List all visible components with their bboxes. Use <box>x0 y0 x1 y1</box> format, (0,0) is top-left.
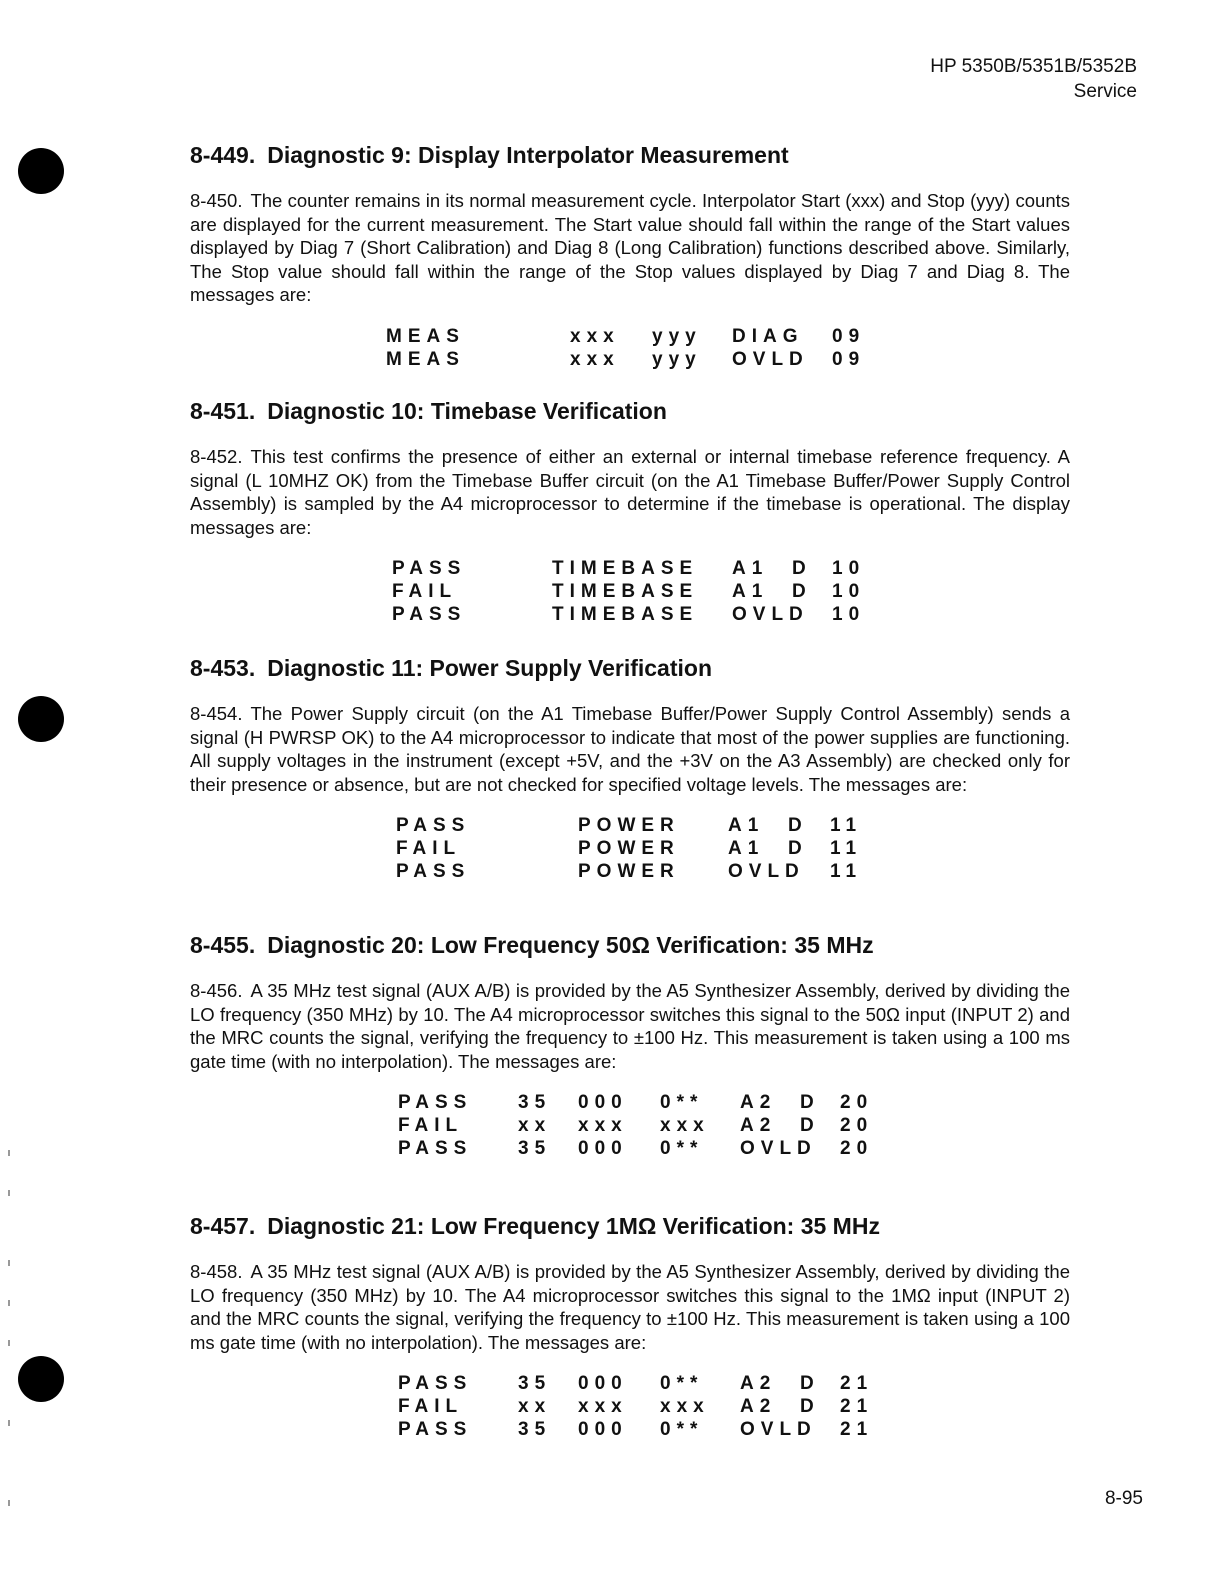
message-table <box>386 325 865 371</box>
page-header <box>930 54 1137 104</box>
binder-hole-middle <box>18 696 64 742</box>
section-diag-10 <box>190 398 1070 626</box>
section-paragraph <box>190 189 1070 307</box>
paragraph-text: This test confirms the presence of either an external or internal timebase reference frequency. A signal (L 10MHZ OK) from the Timebase Buffer circuit (on the A1 Timebase Buffer/Power Supply Control Assembly) is sampled by the A4 microprocessor to determine if the timebase is operational. The display messages are: <box>190 446 1070 538</box>
message-cell: TIMEBASE <box>552 558 699 579</box>
message-cell: xxx <box>660 1115 710 1136</box>
message-cell: FAIL <box>392 581 458 602</box>
message-cell: 35 <box>518 1138 552 1159</box>
message-cell: D <box>792 581 812 602</box>
paragraph-text: A 35 MHz test signal (AUX A/B) is provided by the A5 Synthesizer Assembly, derived by dividing the LO frequency (350 MHz) by 10. The A4 microprocessor switches this signal to the 1MΩ input (INPUT 2) and the MRC counts the signal, verifying the frequency to ±100 Hz. This measurement is taken using a 100 ms gate time (with no interpolation). The messages are: <box>190 1261 1070 1353</box>
message-cell: MEAS <box>386 348 465 370</box>
message-cell: xx <box>518 1115 552 1136</box>
message-row <box>398 1418 873 1441</box>
section-paragraph <box>190 702 1070 796</box>
message-cell: OVLD <box>728 861 805 882</box>
section-diag-11 <box>190 655 1070 883</box>
message-row <box>398 1137 873 1160</box>
message-cell: D <box>800 1115 820 1136</box>
message-cell: 000 <box>578 1138 628 1159</box>
message-cell: 11 <box>830 838 863 859</box>
message-cell: 0** <box>660 1419 704 1440</box>
section-diag-21 <box>190 1213 1070 1441</box>
message-row <box>398 1395 873 1418</box>
message-cell: OVLD <box>732 604 809 625</box>
section-heading <box>190 1213 1070 1240</box>
section-heading <box>190 655 1070 682</box>
message-cell: 21 <box>840 1373 874 1394</box>
section-heading <box>190 142 1070 169</box>
message-cell: TIMEBASE <box>552 581 699 602</box>
section-number: 8-457. <box>190 1213 256 1239</box>
message-cell: 09 <box>832 348 866 370</box>
header-model: HP 5350B/5351B/5352B <box>930 56 1137 77</box>
section-title: Diagnostic 11: Power Supply Verification <box>267 655 713 681</box>
section-title: Diagnostic 21: Low Frequency 1MΩ Verification: 35 MHz <box>267 1213 880 1239</box>
margin-tick <box>8 1150 10 1156</box>
paragraph-text: The Power Supply circuit (on the A1 Timebase Buffer/Power Supply Control Assembly) sends a signal (H PWRSP OK) to the A4 microprocessor to indicate that most of the power supplies are functioning. All supply voltages in the instrument (except +5V, and the +3V on the A3 Assembly) are checked only for their presence or absence, but are not checked for specified voltage levels. The messages are: <box>190 703 1070 795</box>
margin-tick <box>8 1500 10 1506</box>
message-cell: A2 <box>740 1396 777 1417</box>
message-cell: D <box>800 1092 820 1113</box>
section-number: 8-451. <box>190 398 256 424</box>
message-cell: PASS <box>398 1373 473 1394</box>
message-cell: D <box>800 1396 820 1417</box>
section-diag-20 <box>190 932 1070 1160</box>
message-cell: A2 <box>740 1092 777 1113</box>
message-cell: OVLD <box>740 1138 817 1159</box>
message-row <box>386 348 865 371</box>
message-row <box>392 580 865 603</box>
message-cell: 11 <box>830 815 863 836</box>
message-cell: 10 <box>832 604 866 625</box>
paragraph-text: The counter remains in its normal measurement cycle. Interpolator Start (xxx) and Stop (yyy) counts are displayed for the current measurement. The Start value should fall within the range of the Start values displayed by Diag 7 (Short Calibration) and Diag 8 (Long Calibration) functions described above. Similarly, The Stop value should fall within the range of the Stop values displayed by Diag 7 and Diag 8. The messages are: <box>190 190 1070 305</box>
message-row <box>398 1114 873 1137</box>
paragraph-number: 8-450. <box>190 190 243 211</box>
binder-hole-top <box>18 148 64 194</box>
message-table <box>396 814 862 883</box>
message-row <box>392 603 865 626</box>
section-number: 8-453. <box>190 655 256 681</box>
paragraph-text: A 35 MHz test signal (AUX A/B) is provided by the A5 Synthesizer Assembly, derived by dividing the LO frequency (350 MHz) by 10. The A4 microprocessor switches this signal to the 50Ω input (INPUT 2) and the MRC counts the signal, verifying the frequency to ±100 Hz. This measurement is taken using a 100 ms gate time (with no interpolation). The messages are: <box>190 980 1070 1072</box>
message-row <box>396 814 862 837</box>
message-cell: POWER <box>578 861 680 882</box>
message-cell: FAIL <box>398 1115 464 1136</box>
message-table <box>398 1091 873 1160</box>
message-cell: POWER <box>578 815 680 836</box>
section-heading <box>190 932 1070 959</box>
message-cell: xxx <box>578 1115 628 1136</box>
message-cell: OVLD <box>740 1419 817 1440</box>
section-paragraph <box>190 445 1070 539</box>
message-cell: TIMEBASE <box>552 604 699 625</box>
message-cell: 0** <box>660 1092 704 1113</box>
message-cell: PASS <box>392 558 467 579</box>
margin-tick <box>8 1260 10 1266</box>
message-cell: 35 <box>518 1419 552 1440</box>
margin-tick <box>8 1300 10 1306</box>
section-paragraph <box>190 979 1070 1073</box>
section-diag-9 <box>190 142 1070 371</box>
message-cell: yyy <box>652 325 702 347</box>
section-title: Diagnostic 20: Low Frequency 50Ω Verification: 35 MHz <box>267 932 874 958</box>
section-paragraph <box>190 1260 1070 1354</box>
message-cell: 10 <box>832 581 866 602</box>
message-cell: 000 <box>578 1373 628 1394</box>
message-cell: PASS <box>392 604 467 625</box>
message-cell: 21 <box>840 1396 874 1417</box>
binder-hole-bottom <box>18 1356 64 1402</box>
message-cell: xx <box>518 1396 552 1417</box>
message-cell: POWER <box>578 838 680 859</box>
paragraph-number: 8-458. <box>190 1261 243 1282</box>
message-row <box>396 860 862 883</box>
message-cell: 10 <box>832 558 866 579</box>
message-cell: 35 <box>518 1373 552 1394</box>
message-cell: OVLD <box>732 348 809 370</box>
message-cell: D <box>792 558 812 579</box>
message-cell: 20 <box>840 1115 874 1136</box>
message-cell: PASS <box>398 1138 473 1159</box>
message-cell: 21 <box>840 1419 874 1440</box>
message-cell: xxx <box>570 348 620 370</box>
message-cell: 0** <box>660 1373 704 1394</box>
message-cell: 000 <box>578 1419 628 1440</box>
message-cell: FAIL <box>398 1396 464 1417</box>
margin-tick <box>8 1420 10 1426</box>
message-cell: A2 <box>740 1115 777 1136</box>
paragraph-number: 8-452. <box>190 446 243 467</box>
message-row <box>386 325 865 348</box>
message-cell: D <box>788 838 808 859</box>
message-table <box>392 557 865 626</box>
message-cell: DIAG <box>732 325 804 347</box>
message-cell: xxx <box>578 1396 628 1417</box>
message-cell: A1 <box>728 838 765 859</box>
paragraph-number: 8-454. <box>190 703 243 724</box>
message-cell: 20 <box>840 1092 874 1113</box>
message-cell: xxx <box>660 1396 710 1417</box>
message-cell: FAIL <box>396 838 462 859</box>
message-row <box>398 1091 873 1114</box>
message-row <box>396 837 862 860</box>
message-row <box>392 557 865 580</box>
message-cell: 35 <box>518 1092 552 1113</box>
message-cell: D <box>788 815 808 836</box>
margin-tick <box>8 1340 10 1346</box>
message-cell: xxx <box>570 325 620 347</box>
margin-tick <box>8 1190 10 1196</box>
section-number: 8-449. <box>190 142 256 168</box>
message-cell: D <box>800 1373 820 1394</box>
message-cell: 09 <box>832 325 866 347</box>
message-cell: A1 <box>728 815 765 836</box>
message-cell: A2 <box>740 1373 777 1394</box>
section-title: Diagnostic 10: Timebase Verification <box>267 398 667 424</box>
message-cell: PASS <box>396 815 471 836</box>
paragraph-number: 8-456. <box>190 980 243 1001</box>
message-table <box>398 1372 873 1441</box>
message-cell: 000 <box>578 1092 628 1113</box>
section-number: 8-455. <box>190 932 256 958</box>
message-row <box>398 1372 873 1395</box>
message-cell: MEAS <box>386 325 465 347</box>
message-cell: A1 <box>732 581 769 602</box>
message-cell: PASS <box>396 861 471 882</box>
message-cell: 0** <box>660 1138 704 1159</box>
message-cell: A1 <box>732 558 769 579</box>
message-cell: 20 <box>840 1138 874 1159</box>
section-title: Diagnostic 9: Display Interpolator Measurement <box>267 142 789 168</box>
section-heading <box>190 398 1070 425</box>
message-cell: yyy <box>652 348 702 370</box>
header-section: Service <box>1073 81 1137 102</box>
message-cell: PASS <box>398 1092 473 1113</box>
message-cell: PASS <box>398 1419 473 1440</box>
message-cell: 11 <box>830 861 863 882</box>
page-number: 8-95 <box>1104 1488 1143 1509</box>
